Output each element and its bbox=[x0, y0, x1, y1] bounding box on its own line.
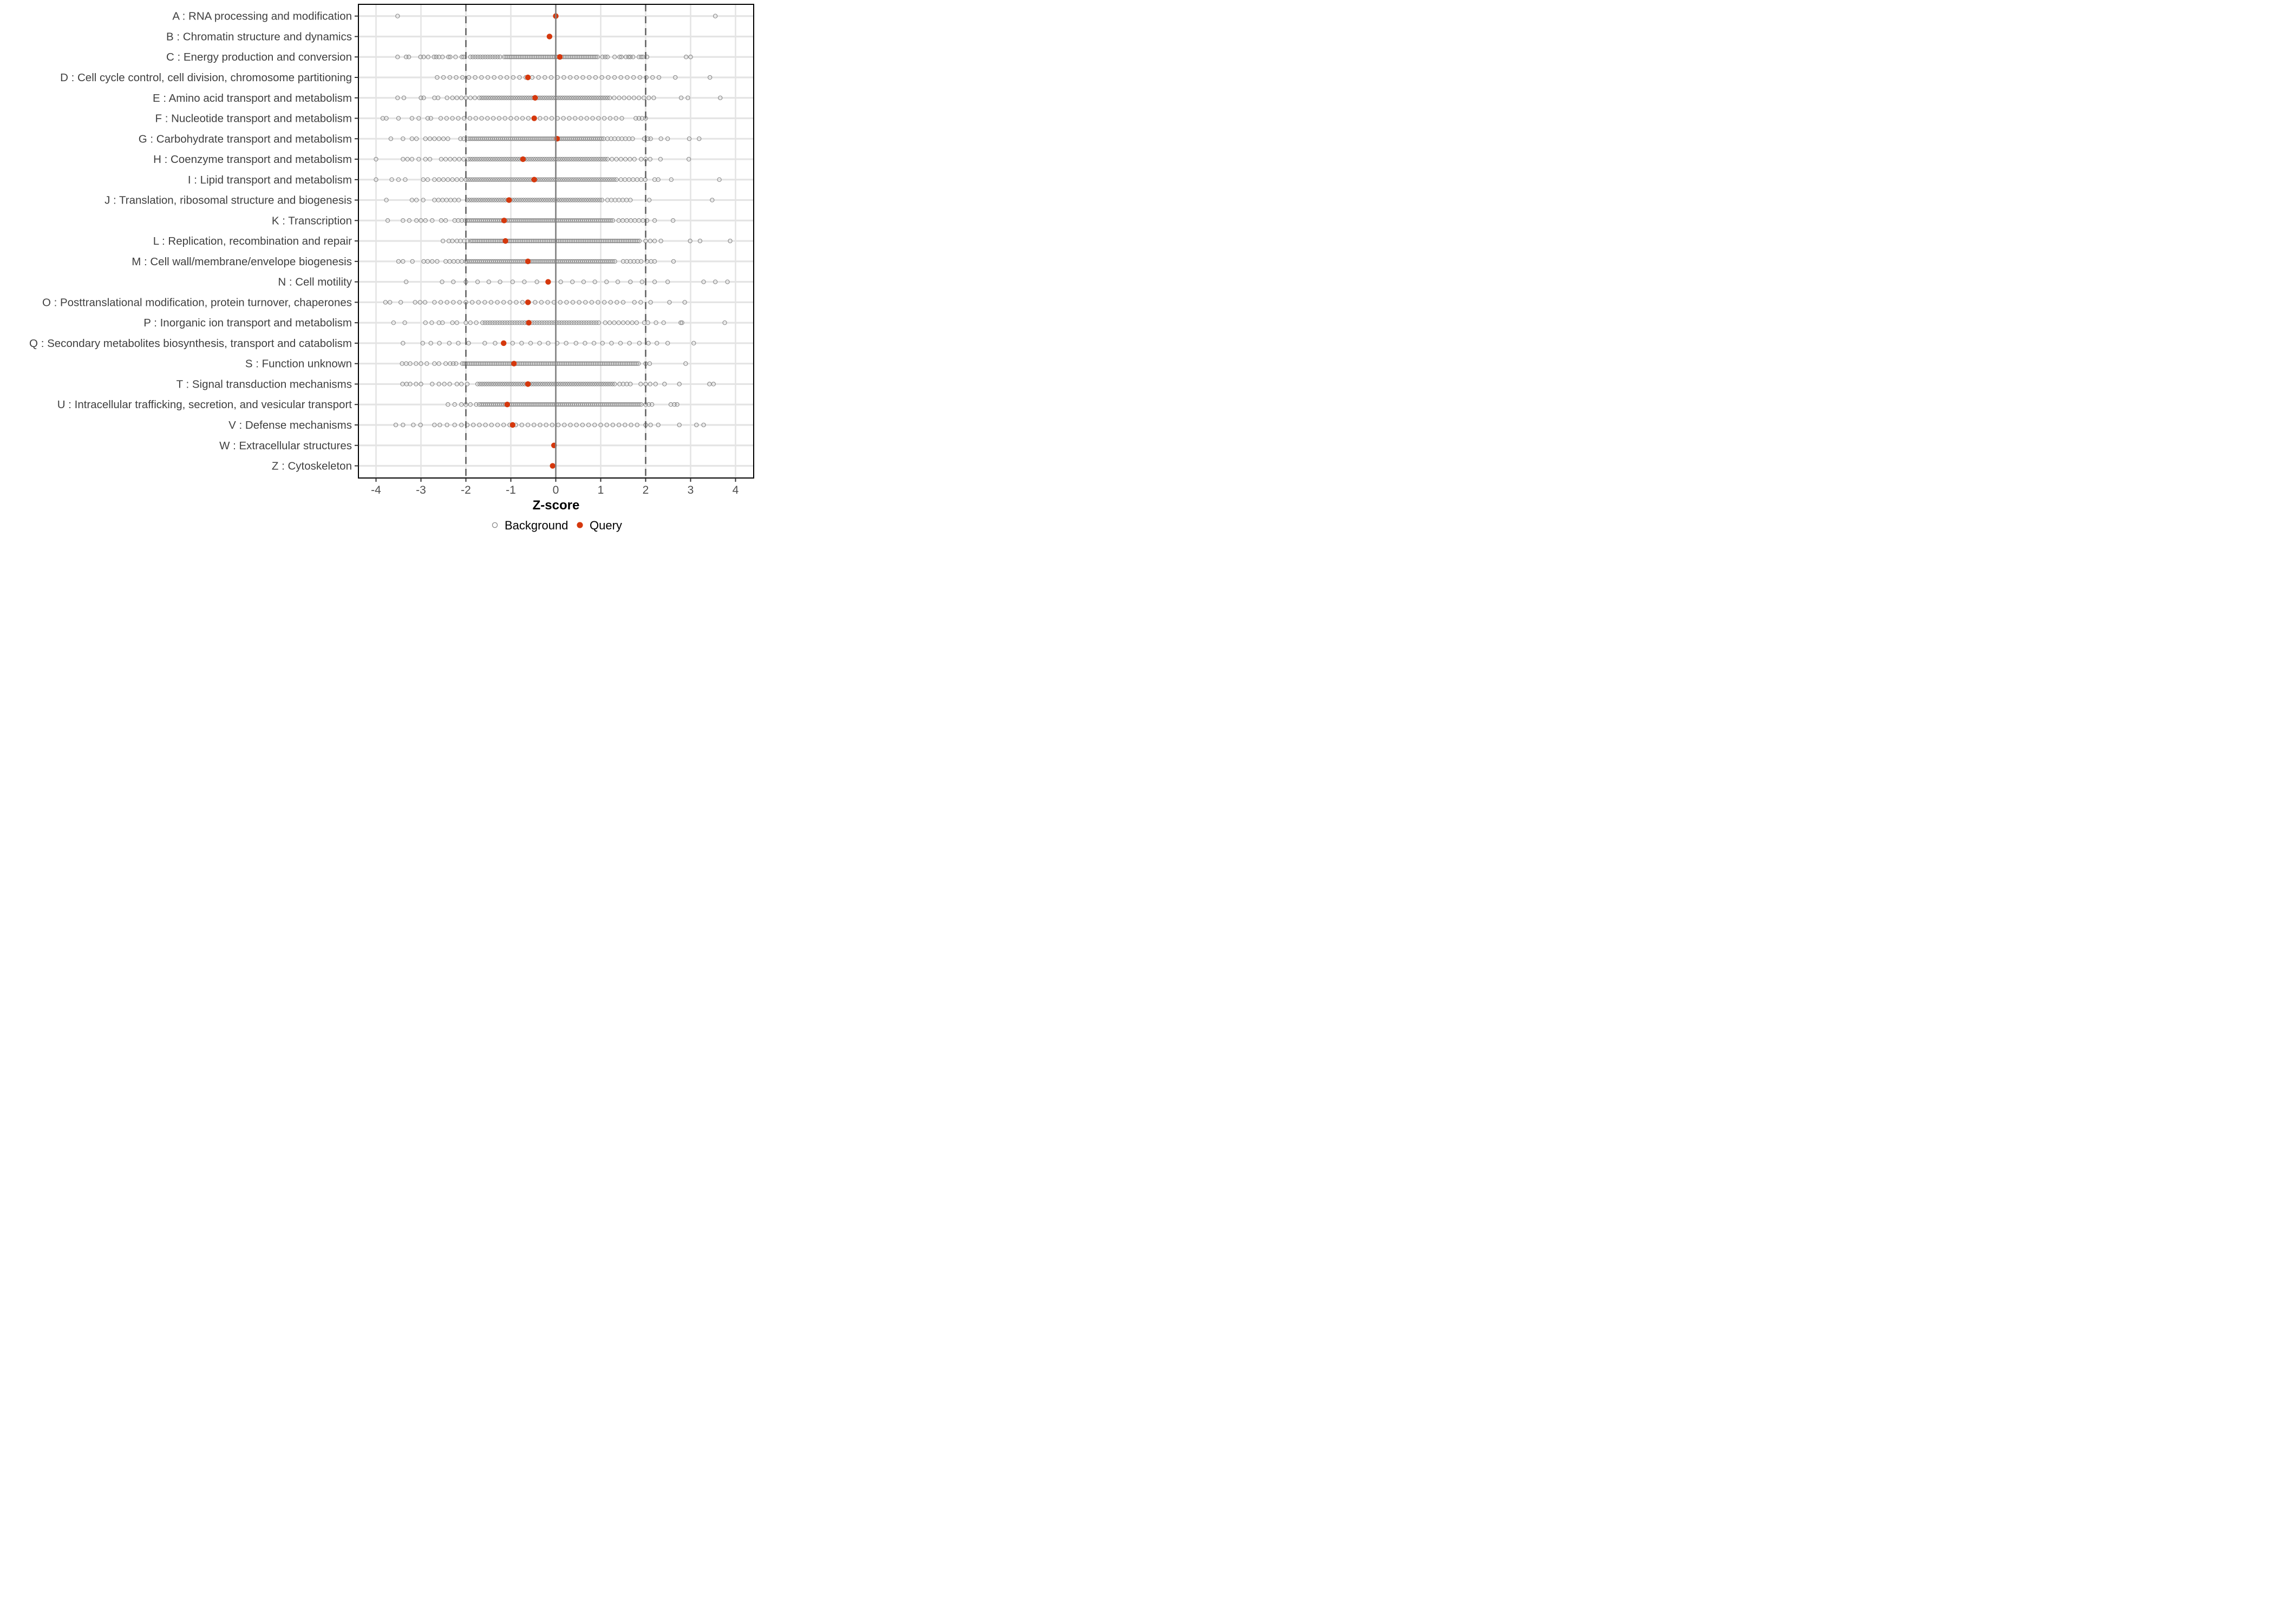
x-tick-label: 1 bbox=[597, 484, 604, 496]
x-tick-label: 3 bbox=[687, 484, 694, 496]
category-label: D : Cell cycle control, cell division, chromosome partitioning bbox=[60, 71, 352, 84]
category-label: N : Cell motility bbox=[278, 276, 352, 289]
x-axis-title: Z-score bbox=[532, 498, 580, 513]
query-point bbox=[505, 402, 510, 407]
category-label: F : Nucleotide transport and metabolism bbox=[155, 112, 352, 125]
x-tick-label: -3 bbox=[416, 484, 426, 496]
x-tick-label: 4 bbox=[732, 484, 739, 496]
x-tick-label: 0 bbox=[552, 484, 559, 496]
plot-svg bbox=[0, 0, 758, 541]
category-label: T : Signal transduction mechanisms bbox=[176, 378, 352, 391]
category-label: M : Cell wall/membrane/envelope biogenesis bbox=[132, 255, 352, 268]
query-point bbox=[501, 218, 507, 223]
query-point bbox=[531, 177, 537, 182]
query-point bbox=[525, 75, 531, 80]
query-point bbox=[525, 259, 531, 264]
category-label: G : Carbohydrate transport and metabolism bbox=[138, 133, 352, 146]
query-point bbox=[510, 422, 515, 428]
category-label: I : Lipid transport and metabolism bbox=[187, 173, 352, 186]
query-point bbox=[545, 279, 551, 284]
category-labels bbox=[29, 10, 352, 473]
x-tick-label: -1 bbox=[506, 484, 516, 496]
query-point bbox=[525, 299, 531, 305]
category-label: K : Transcription bbox=[271, 214, 352, 227]
query-point bbox=[557, 54, 563, 60]
legend-query-icon bbox=[577, 522, 583, 528]
category-label: U : Intracellular trafficking, secretion, and vesicular transport bbox=[57, 398, 352, 411]
axis-ticks bbox=[355, 16, 736, 482]
legend-query-label: Query bbox=[590, 519, 622, 532]
query-point bbox=[547, 34, 552, 39]
query-point bbox=[501, 340, 506, 346]
x-tick-label: -4 bbox=[371, 484, 381, 496]
x-tick-label: -2 bbox=[461, 484, 471, 496]
query-point bbox=[502, 238, 508, 244]
category-label: B : Chromatin structure and dynamics bbox=[166, 30, 352, 43]
legend-background-icon bbox=[492, 522, 497, 527]
category-label: E : Amino acid transport and metabolism bbox=[152, 91, 352, 104]
x-tick-labels bbox=[371, 484, 739, 496]
query-point bbox=[532, 95, 538, 101]
category-label: L : Replication, recombination and repair bbox=[153, 235, 352, 248]
query-point bbox=[511, 361, 517, 366]
cog-zscore-plot bbox=[0, 0, 758, 541]
category-label: Z : Cytoskeleton bbox=[271, 460, 352, 473]
category-label: W : Extracellular structures bbox=[219, 439, 352, 452]
category-label: J : Translation, ribosomal structure and biogenesis bbox=[104, 194, 352, 207]
category-label: Q : Secondary metabolites biosynthesis, transport and catabolism bbox=[29, 337, 352, 350]
query-point bbox=[550, 463, 555, 468]
category-label: V : Defense mechanisms bbox=[228, 419, 352, 431]
category-label: A : RNA processing and modification bbox=[172, 10, 352, 23]
legend-background-label: Background bbox=[505, 519, 568, 532]
query-point bbox=[526, 320, 532, 325]
category-label: S : Function unknown bbox=[245, 357, 352, 370]
query-point bbox=[531, 115, 537, 121]
x-tick-label: 2 bbox=[642, 484, 649, 496]
category-label: H : Coenzyme transport and metabolism bbox=[153, 153, 352, 166]
category-label: P : Inorganic ion transport and metabolism bbox=[143, 317, 352, 330]
category-label: C : Energy production and conversion bbox=[166, 51, 352, 64]
query-point bbox=[525, 381, 531, 387]
category-label: O : Posttranslational modification, protein turnover, chaperones bbox=[42, 296, 352, 309]
query-point bbox=[506, 197, 512, 202]
legend bbox=[492, 519, 622, 532]
query-point bbox=[520, 156, 526, 162]
